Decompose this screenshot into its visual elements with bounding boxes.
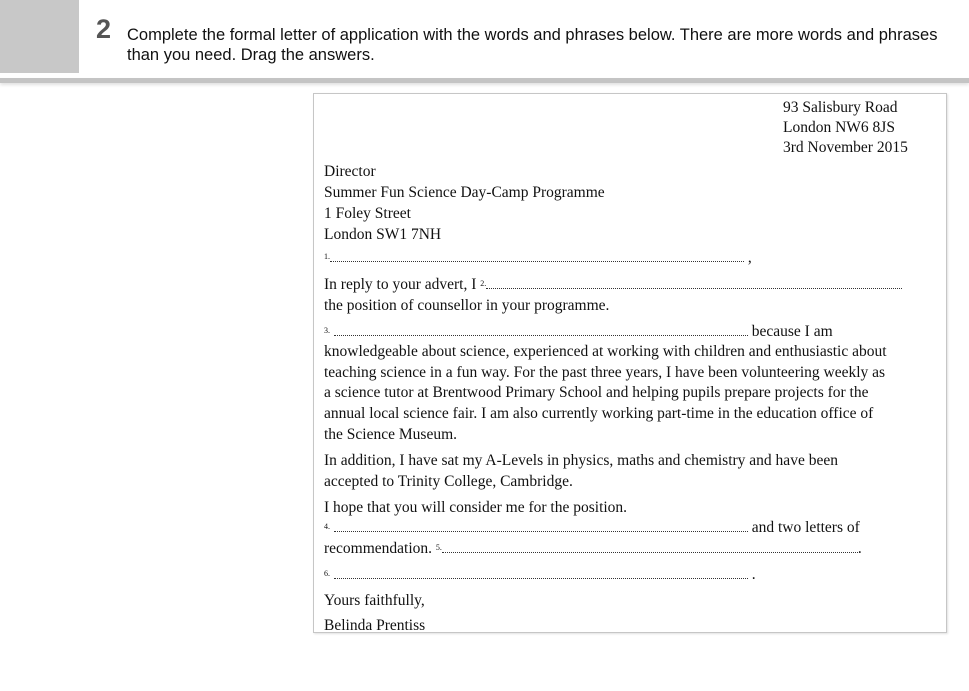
text-line: annual local science fair. I am also currently working part-time in the education office of: [324, 405, 874, 423]
gap-suffix: ,: [747, 249, 752, 266]
gap-suffix: because I am: [751, 323, 833, 340]
sender-date: 3rd November 2015: [783, 139, 908, 156]
gap-number: 5.: [435, 543, 442, 552]
gap-suffix: and two letters of: [751, 519, 860, 536]
recipient-line: 1 Foley Street: [324, 205, 411, 222]
text-line: the Science Museum.: [324, 425, 458, 443]
text-line: teaching science in a fun way. For the past three years, I have been volunteering weekly as: [324, 363, 886, 381]
text-line: a science tutor at Brentwood Primary School and helping pupils prepare projects for the: [324, 384, 869, 402]
drop-zone-6[interactable]: [334, 566, 748, 579]
recipient-line: Director: [324, 163, 376, 180]
gap-6-line: [324, 565, 756, 585]
exercise-header: [0, 0, 969, 78]
text-line: In addition, I have sat my A-Levels in physics, maths and chemistry and have been: [324, 452, 838, 469]
paragraph-2-body: [324, 342, 944, 446]
sender-address: [783, 98, 908, 158]
drop-zone-1[interactable]: [330, 249, 744, 262]
paragraph-1-line-2: the position of counsellor in your programme.: [324, 297, 610, 314]
text-line: accepted to Trinity College, Cambridge.: [324, 472, 573, 490]
salutation-line: [324, 248, 752, 268]
gap-number: 3.: [324, 326, 330, 335]
recipient-line: London SW1 7NH: [324, 226, 442, 243]
drop-zone-5[interactable]: [442, 540, 858, 553]
gap-suffix: .: [751, 566, 756, 583]
recipient-line: Summer Fun Science Day-Camp Programme: [324, 184, 605, 201]
gap-suffix: .: [857, 540, 862, 557]
paragraph-3: [324, 451, 944, 492]
sender-line: London NW6 8JS: [783, 119, 895, 136]
paragraph-4: I hope that you will consider me for the position.: [324, 499, 628, 516]
sender-line: 93 Salisbury Road: [783, 99, 898, 116]
header-side-block: [0, 0, 79, 73]
signature: Belinda Prentiss: [324, 617, 426, 634]
gap-4-line: [324, 518, 860, 538]
drop-zone-2[interactable]: [486, 276, 902, 289]
gap-prefix: recommendation.: [324, 540, 433, 557]
gap-5-line: [324, 539, 862, 559]
gap-number: 6.: [324, 569, 330, 578]
exercise-number: 2: [96, 14, 112, 44]
header-divider: [0, 78, 969, 83]
paragraph-2-line-1: [324, 322, 833, 342]
recipient-address: [324, 161, 605, 245]
paragraph-1-line-1: [324, 275, 902, 295]
drop-zone-3[interactable]: [334, 323, 748, 336]
letter-panel: [313, 93, 947, 633]
gap-prefix: In reply to your advert, I: [324, 276, 477, 293]
text-line: knowledgeable about science, experienced at working with children and enthusiastic about: [324, 343, 887, 360]
exercise-instructions: Complete the formal letter of application with the words and phrases below. There are more words and phrases than you need. Drag the answers.: [127, 26, 938, 64]
gap-number: 1.: [324, 252, 330, 261]
gap-number: 2.: [480, 279, 487, 288]
closing: Yours faithfully,: [324, 592, 425, 609]
drop-zone-4[interactable]: [334, 519, 748, 532]
gap-number: 4.: [324, 522, 330, 531]
